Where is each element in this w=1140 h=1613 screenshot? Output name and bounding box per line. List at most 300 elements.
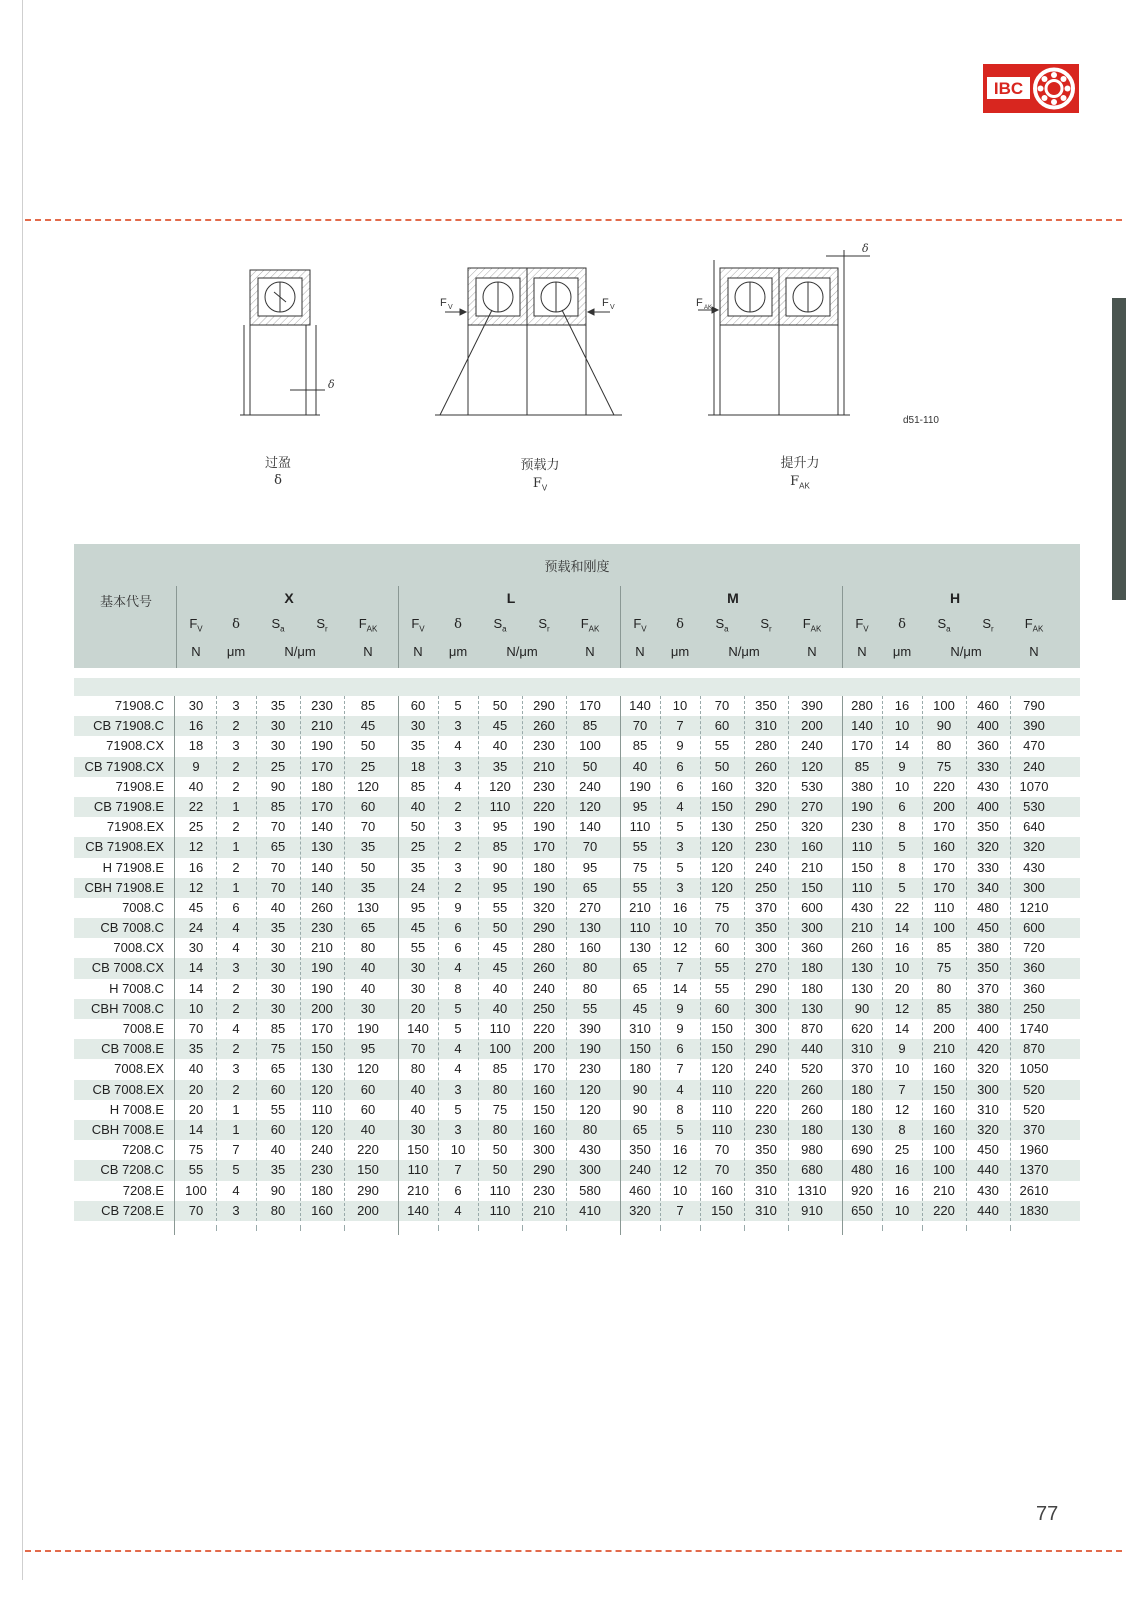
table-cell: 150 — [629, 1041, 651, 1057]
table-cell: 10 — [894, 778, 910, 794]
table-cell: 220 — [357, 1142, 379, 1158]
table-cell: 450 — [977, 1142, 999, 1158]
table-cell: 3 — [676, 879, 684, 895]
row-designation: CB 71908.EX — [85, 839, 164, 855]
table-cell: 300 — [755, 1000, 777, 1016]
table-cell: 400 — [977, 718, 999, 734]
table-cell: 240 — [1023, 758, 1045, 774]
table-cell: 9 — [676, 1021, 684, 1036]
row-designation: CBH 7008.C — [91, 1000, 164, 1016]
table-cell: 4 — [454, 1202, 462, 1218]
table-cell: 200 — [933, 1021, 955, 1036]
table-cell: 110 — [933, 899, 955, 915]
subcol-symbol: $F_V$ — [633, 616, 647, 634]
table-cell: 14 — [894, 738, 910, 754]
table-cell: 30 — [410, 980, 426, 996]
table-cell: 160 — [311, 1202, 333, 1218]
table-title: 预载和刚度 — [544, 559, 610, 574]
footer-tick — [566, 1225, 567, 1231]
table-cell: 410 — [579, 1202, 601, 1218]
table-cell: 1 — [232, 1101, 240, 1117]
table-cell: 3 — [676, 839, 684, 855]
table-cell: 80 — [582, 1121, 598, 1137]
caption-interference-symbol: δ — [274, 473, 282, 488]
table-cell: 360 — [1023, 980, 1045, 996]
table-cell: 160 — [933, 1121, 955, 1137]
table-cell: 320 — [801, 819, 823, 835]
table-cell: 180 — [311, 1182, 333, 1198]
header-spacer-band — [74, 678, 1080, 696]
table-cell: 290 — [357, 1182, 379, 1198]
table-cell: 55 — [188, 1162, 204, 1178]
table-cell: 5 — [454, 1101, 462, 1117]
table-cell: 90 — [854, 1000, 870, 1016]
fak-label: F — [696, 297, 703, 309]
row-designation: CB 7208.C — [100, 1162, 164, 1178]
table-cell: 370 — [851, 1061, 873, 1077]
subcol-unit: N — [857, 644, 867, 659]
table-cell: 190 — [311, 980, 333, 996]
table-cell: 90 — [632, 1101, 648, 1117]
table-cell: 35 — [270, 698, 286, 713]
table-cell: 240 — [755, 1061, 777, 1077]
table-cell: 130 — [579, 920, 601, 936]
table-cell: 8 — [898, 859, 906, 875]
table-cell: 40 — [410, 1101, 426, 1117]
table-cell: 95 — [410, 899, 426, 915]
table-cell: 35 — [270, 920, 286, 936]
table-cell: 1740 — [1019, 1021, 1049, 1036]
table-cell: 60 — [714, 1000, 730, 1016]
table-cell: 30 — [360, 1000, 376, 1016]
table-cell: 130 — [311, 1061, 333, 1077]
table-cell: 4 — [676, 798, 684, 814]
row-designation: 7008.CX — [113, 940, 164, 956]
subcol-symbol: $F_{AK}$ — [802, 616, 822, 634]
table-cell: 1 — [232, 1121, 240, 1137]
table-cell: 450 — [977, 920, 999, 936]
subcol-unit: μm — [670, 644, 690, 659]
table-cell: 10 — [450, 1142, 466, 1158]
column-divider — [620, 696, 621, 1235]
table-cell: 100 — [933, 1142, 955, 1158]
subcol-symbol: $S_a$ — [271, 616, 285, 634]
footer-tick — [216, 1225, 217, 1231]
table-cell: 20 — [188, 1101, 204, 1117]
table-cell: 620 — [851, 1021, 873, 1036]
subcol-separator — [660, 696, 661, 1221]
table-cell: 5 — [454, 1021, 462, 1036]
table-cell: 140 — [407, 1021, 429, 1036]
table-cell: 20 — [188, 1081, 204, 1097]
table-cell: 160 — [933, 839, 955, 855]
table-cell: 170 — [533, 1061, 555, 1077]
table-cell: 25 — [360, 758, 376, 774]
table-cell: 40 — [410, 798, 426, 814]
footer-tick — [438, 1225, 439, 1231]
table-row — [74, 1140, 1080, 1160]
table-cell: 320 — [533, 899, 555, 915]
table-cell: 24 — [410, 879, 426, 895]
table-cell: 50 — [360, 859, 376, 875]
table-cell: 8 — [676, 1101, 684, 1117]
table-cell: 290 — [755, 1041, 777, 1057]
table-cell: 430 — [977, 778, 999, 794]
table-cell: 210 — [933, 1041, 955, 1057]
table-cell: 40 — [492, 738, 508, 754]
table-cell: 160 — [711, 1182, 733, 1198]
table-cell: 240 — [533, 980, 555, 996]
table-cell: 130 — [311, 839, 333, 855]
table-cell: 240 — [311, 1142, 333, 1158]
table-cell: 520 — [1023, 1081, 1045, 1097]
group-label-x: X — [284, 590, 294, 606]
table-cell: 150 — [711, 1202, 733, 1218]
table-cell: 65 — [270, 1061, 286, 1077]
subcol-unit: N — [807, 644, 817, 659]
table-cell: 1050 — [1019, 1061, 1049, 1077]
table-cell: 140 — [311, 859, 333, 875]
table-cell: 1070 — [1019, 778, 1049, 794]
single-bearing-diagram — [240, 270, 325, 415]
table-cell: 2 — [454, 839, 462, 855]
table-cell: 120 — [711, 859, 733, 875]
table-cell: 210 — [533, 758, 555, 774]
table-cell: 55 — [270, 1101, 286, 1117]
table-cell: 150 — [357, 1162, 379, 1178]
table-cell: 240 — [755, 859, 777, 875]
table-cell: 790 — [1023, 698, 1045, 713]
table-cell: 40 — [188, 1061, 204, 1077]
table-cell: 70 — [270, 879, 286, 895]
footer-tick — [256, 1225, 257, 1231]
table-cell: 320 — [1023, 839, 1045, 855]
table-cell: 120 — [357, 778, 379, 794]
table-cell: 350 — [629, 1142, 651, 1158]
table-cell: 5 — [454, 1000, 462, 1016]
table-cell: 120 — [579, 1081, 601, 1097]
table-cell: 1 — [232, 839, 240, 855]
subcol-symbol: $S_r$ — [982, 616, 994, 634]
table-cell: 7 — [676, 960, 684, 976]
table-cell: 40 — [410, 1081, 426, 1097]
table-cell: 280 — [851, 698, 873, 713]
subcol-separator — [522, 696, 523, 1221]
table-cell: 4 — [454, 960, 462, 976]
table-cell: 160 — [579, 940, 601, 956]
table-cell: 300 — [755, 940, 777, 956]
subcol-separator — [478, 696, 479, 1221]
table-cell: 240 — [629, 1162, 651, 1178]
table-row — [74, 878, 1080, 898]
footer-tick — [478, 1225, 479, 1231]
table-cell: 10 — [672, 698, 688, 713]
table-cell: 170 — [311, 798, 333, 814]
table-cell: 600 — [801, 899, 823, 915]
table-cell: 270 — [801, 798, 823, 814]
table-cell: 6 — [676, 778, 684, 794]
row-designation: CB 71908.C — [93, 718, 164, 734]
table-cell: 350 — [755, 1162, 777, 1178]
row-designation: 7008.C — [122, 899, 164, 915]
table-cell: 320 — [977, 1061, 999, 1077]
table-cell: 65 — [632, 960, 648, 976]
table-cell: 4 — [454, 1041, 462, 1057]
table-cell: 50 — [582, 758, 598, 774]
table-cell: 25 — [410, 839, 426, 855]
caption-lift-symbol: F — [790, 474, 800, 489]
table-row — [74, 958, 1080, 978]
table-cell: 200 — [311, 1000, 333, 1016]
table-cell: 12 — [894, 1101, 910, 1117]
table-cell: 230 — [311, 698, 333, 713]
table-cell: 35 — [270, 1162, 286, 1178]
table-cell: 190 — [311, 960, 333, 976]
table-cell: 30 — [410, 960, 426, 976]
table-cell: 870 — [801, 1021, 823, 1036]
row-designation: CB 7008.E — [101, 1041, 164, 1057]
table-cell: 170 — [311, 1021, 333, 1036]
fv-sub-right: V — [610, 304, 615, 311]
table-cell: 210 — [311, 718, 333, 734]
row-designation: CBH 7008.E — [91, 1121, 164, 1137]
subcol-symbol: $S_r$ — [760, 616, 772, 634]
base-code-header: 基本代号 — [99, 594, 152, 609]
table-cell: 3 — [232, 698, 240, 713]
table-cell: 7 — [676, 1061, 684, 1077]
table-row — [74, 716, 1080, 736]
table-cell: 10 — [672, 1182, 688, 1198]
table-cell: 5 — [676, 819, 684, 835]
table-row — [74, 1181, 1080, 1201]
table-cell: 170 — [579, 698, 601, 713]
table-cell: 250 — [1023, 1000, 1045, 1016]
table-cell: 520 — [801, 1061, 823, 1077]
table-cell: 150 — [851, 859, 873, 875]
table-row — [74, 858, 1080, 878]
table-cell: 600 — [1023, 920, 1045, 936]
table-cell: 110 — [407, 1162, 429, 1178]
table-cell: 55 — [714, 960, 730, 976]
table-row — [74, 1201, 1080, 1221]
footer-tick — [882, 1225, 883, 1231]
fak-sub: AK — [704, 305, 713, 311]
footer-tick — [744, 1225, 745, 1231]
subcol-symbol: $S_r$ — [538, 616, 550, 634]
table-cell: 200 — [933, 798, 955, 814]
table-row — [74, 696, 1080, 716]
table-cell: 290 — [533, 920, 555, 936]
table-cell: 260 — [801, 1081, 823, 1097]
table-cell: 2 — [232, 980, 240, 996]
table-cell: 75 — [936, 960, 952, 976]
table-row — [74, 1120, 1080, 1140]
table-cell: 320 — [977, 1121, 999, 1137]
table-body — [74, 696, 1080, 1221]
table-footer-ticks — [74, 1221, 1080, 1237]
table-cell: 45 — [492, 960, 508, 976]
page-number: 77 — [1036, 1503, 1059, 1525]
table-cell: 150 — [801, 879, 823, 895]
table-cell: 50 — [492, 1142, 508, 1158]
table-cell: 35 — [188, 1041, 204, 1057]
row-designation: 71908.EX — [106, 819, 164, 835]
table-cell: 170 — [533, 839, 555, 855]
table-cell: 210 — [801, 859, 823, 875]
table-cell: 14 — [188, 960, 204, 976]
table-cell: 45 — [410, 920, 426, 936]
row-designation: 71908.E — [115, 778, 164, 794]
table-cell: 480 — [977, 899, 999, 915]
table-cell: 80 — [410, 1061, 426, 1077]
table-cell: 460 — [977, 698, 999, 713]
subcol-separator — [882, 696, 883, 1221]
table-cell: 5 — [898, 879, 906, 895]
subcol-unit: N/μm — [506, 644, 538, 659]
table-cell: 250 — [755, 819, 777, 835]
row-designation: CBH 71908.E — [84, 879, 164, 895]
footer-tick — [300, 1225, 301, 1231]
table-cell: 16 — [188, 718, 204, 734]
table-cell: 300 — [755, 1021, 777, 1036]
row-designation: CB 7008.CX — [91, 960, 164, 976]
table-cell: 2 — [232, 859, 240, 875]
table-cell: 300 — [801, 920, 823, 936]
table-cell: 120 — [711, 1061, 733, 1077]
row-designation: H 71908.E — [102, 859, 164, 875]
table-cell: 14 — [188, 980, 204, 996]
fv-label-right: F — [602, 297, 609, 309]
table-cell: 90 — [936, 718, 952, 734]
side-section-tab — [1112, 298, 1126, 600]
table-cell: 190 — [533, 819, 555, 835]
table-cell: 2 — [232, 758, 240, 774]
table-cell: 90 — [270, 778, 286, 794]
table-cell: 360 — [977, 738, 999, 754]
table-row — [74, 918, 1080, 938]
table-cell: 80 — [360, 940, 376, 956]
table-cell: 320 — [755, 778, 777, 794]
table-cell: 300 — [1023, 879, 1045, 895]
table-cell: 85 — [936, 940, 952, 956]
bearing-diagrams — [230, 240, 930, 420]
table-cell: 3 — [232, 960, 240, 976]
table-cell: 35 — [360, 839, 376, 855]
table-cell: 1310 — [797, 1182, 827, 1198]
table-cell: 350 — [755, 698, 777, 713]
table-cell: 7 — [676, 718, 684, 734]
table-cell: 160 — [801, 839, 823, 855]
table-cell: 60 — [410, 698, 426, 713]
table-cell: 45 — [188, 899, 204, 915]
bottom-dashed-divider — [25, 1550, 1122, 1552]
table-cell: 2 — [232, 1000, 240, 1016]
table-cell: 50 — [714, 758, 730, 774]
table-cell: 7 — [676, 1202, 684, 1218]
table-cell: 40 — [492, 980, 508, 996]
row-designation: H 7008.C — [109, 980, 164, 996]
table-cell: 9 — [454, 899, 462, 915]
table-cell: 30 — [270, 940, 286, 956]
table-cell: 1370 — [1019, 1162, 1049, 1178]
table-cell: 25 — [188, 819, 204, 835]
table-cell: 230 — [579, 1061, 601, 1077]
table-cell: 75 — [270, 1041, 286, 1057]
table-cell: 120 — [711, 879, 733, 895]
subcol-separator — [744, 696, 745, 1221]
subcol-separator — [216, 696, 217, 1221]
table-cell: 190 — [579, 1041, 601, 1057]
column-divider — [398, 696, 399, 1235]
table-cell: 370 — [977, 980, 999, 996]
table-cell: 65 — [582, 879, 598, 895]
row-designation: 71908.C — [114, 698, 164, 713]
subcol-separator — [922, 696, 923, 1221]
table-cell: 310 — [977, 1101, 999, 1117]
table-cell: 440 — [977, 1202, 999, 1218]
table-cell: 75 — [936, 758, 952, 774]
table-cell: 170 — [851, 738, 873, 754]
table-cell: 260 — [755, 758, 777, 774]
table-cell: 30 — [270, 960, 286, 976]
table-cell: 140 — [851, 718, 873, 734]
table-cell: 390 — [801, 698, 823, 713]
table-cell: 30 — [410, 718, 426, 734]
table-cell: 55 — [632, 839, 648, 855]
subcol-separator — [300, 696, 301, 1221]
table-cell: 70 — [582, 839, 598, 855]
table-cell: 75 — [188, 1142, 204, 1158]
table-cell: 140 — [407, 1202, 429, 1218]
table-cell: 10 — [894, 960, 910, 976]
table-cell: 100 — [933, 920, 955, 936]
table-cell: 330 — [977, 758, 999, 774]
table-cell: 5 — [898, 839, 906, 855]
table-cell: 210 — [629, 899, 651, 915]
table-cell: 400 — [977, 798, 999, 814]
table-cell: 250 — [533, 1000, 555, 1016]
table-cell: 18 — [188, 738, 204, 754]
table-cell: 70 — [714, 920, 730, 936]
table-cell: 75 — [492, 1101, 508, 1117]
subcol-unit: N — [585, 644, 595, 659]
row-designation: CB 7208.E — [101, 1202, 164, 1218]
table-cell: 22 — [188, 798, 204, 814]
table-cell: 60 — [270, 1121, 286, 1137]
table-cell: 120 — [711, 839, 733, 855]
table-cell: 260 — [311, 899, 333, 915]
table-cell: 12 — [672, 1162, 688, 1178]
table-cell: 720 — [1023, 940, 1045, 956]
table-cell: 1960 — [1019, 1142, 1049, 1158]
caption-preload — [500, 456, 580, 498]
table-cell: 180 — [629, 1061, 651, 1077]
table-cell: 50 — [492, 920, 508, 936]
table-cell: 6 — [232, 899, 240, 915]
table-cell: 7 — [232, 1142, 240, 1158]
table-cell: 480 — [851, 1162, 873, 1178]
table-cell: 80 — [936, 738, 952, 754]
fv-label-left: F — [440, 297, 447, 309]
table-cell: 2 — [454, 798, 462, 814]
table-cell: 320 — [629, 1202, 651, 1218]
table-cell: 16 — [894, 940, 910, 956]
table-cell: 65 — [270, 839, 286, 855]
table-cell: 75 — [714, 899, 730, 915]
figure-code: d51-110 — [903, 415, 939, 426]
table-cell: 330 — [977, 859, 999, 875]
subcol-unit: N — [363, 644, 373, 659]
